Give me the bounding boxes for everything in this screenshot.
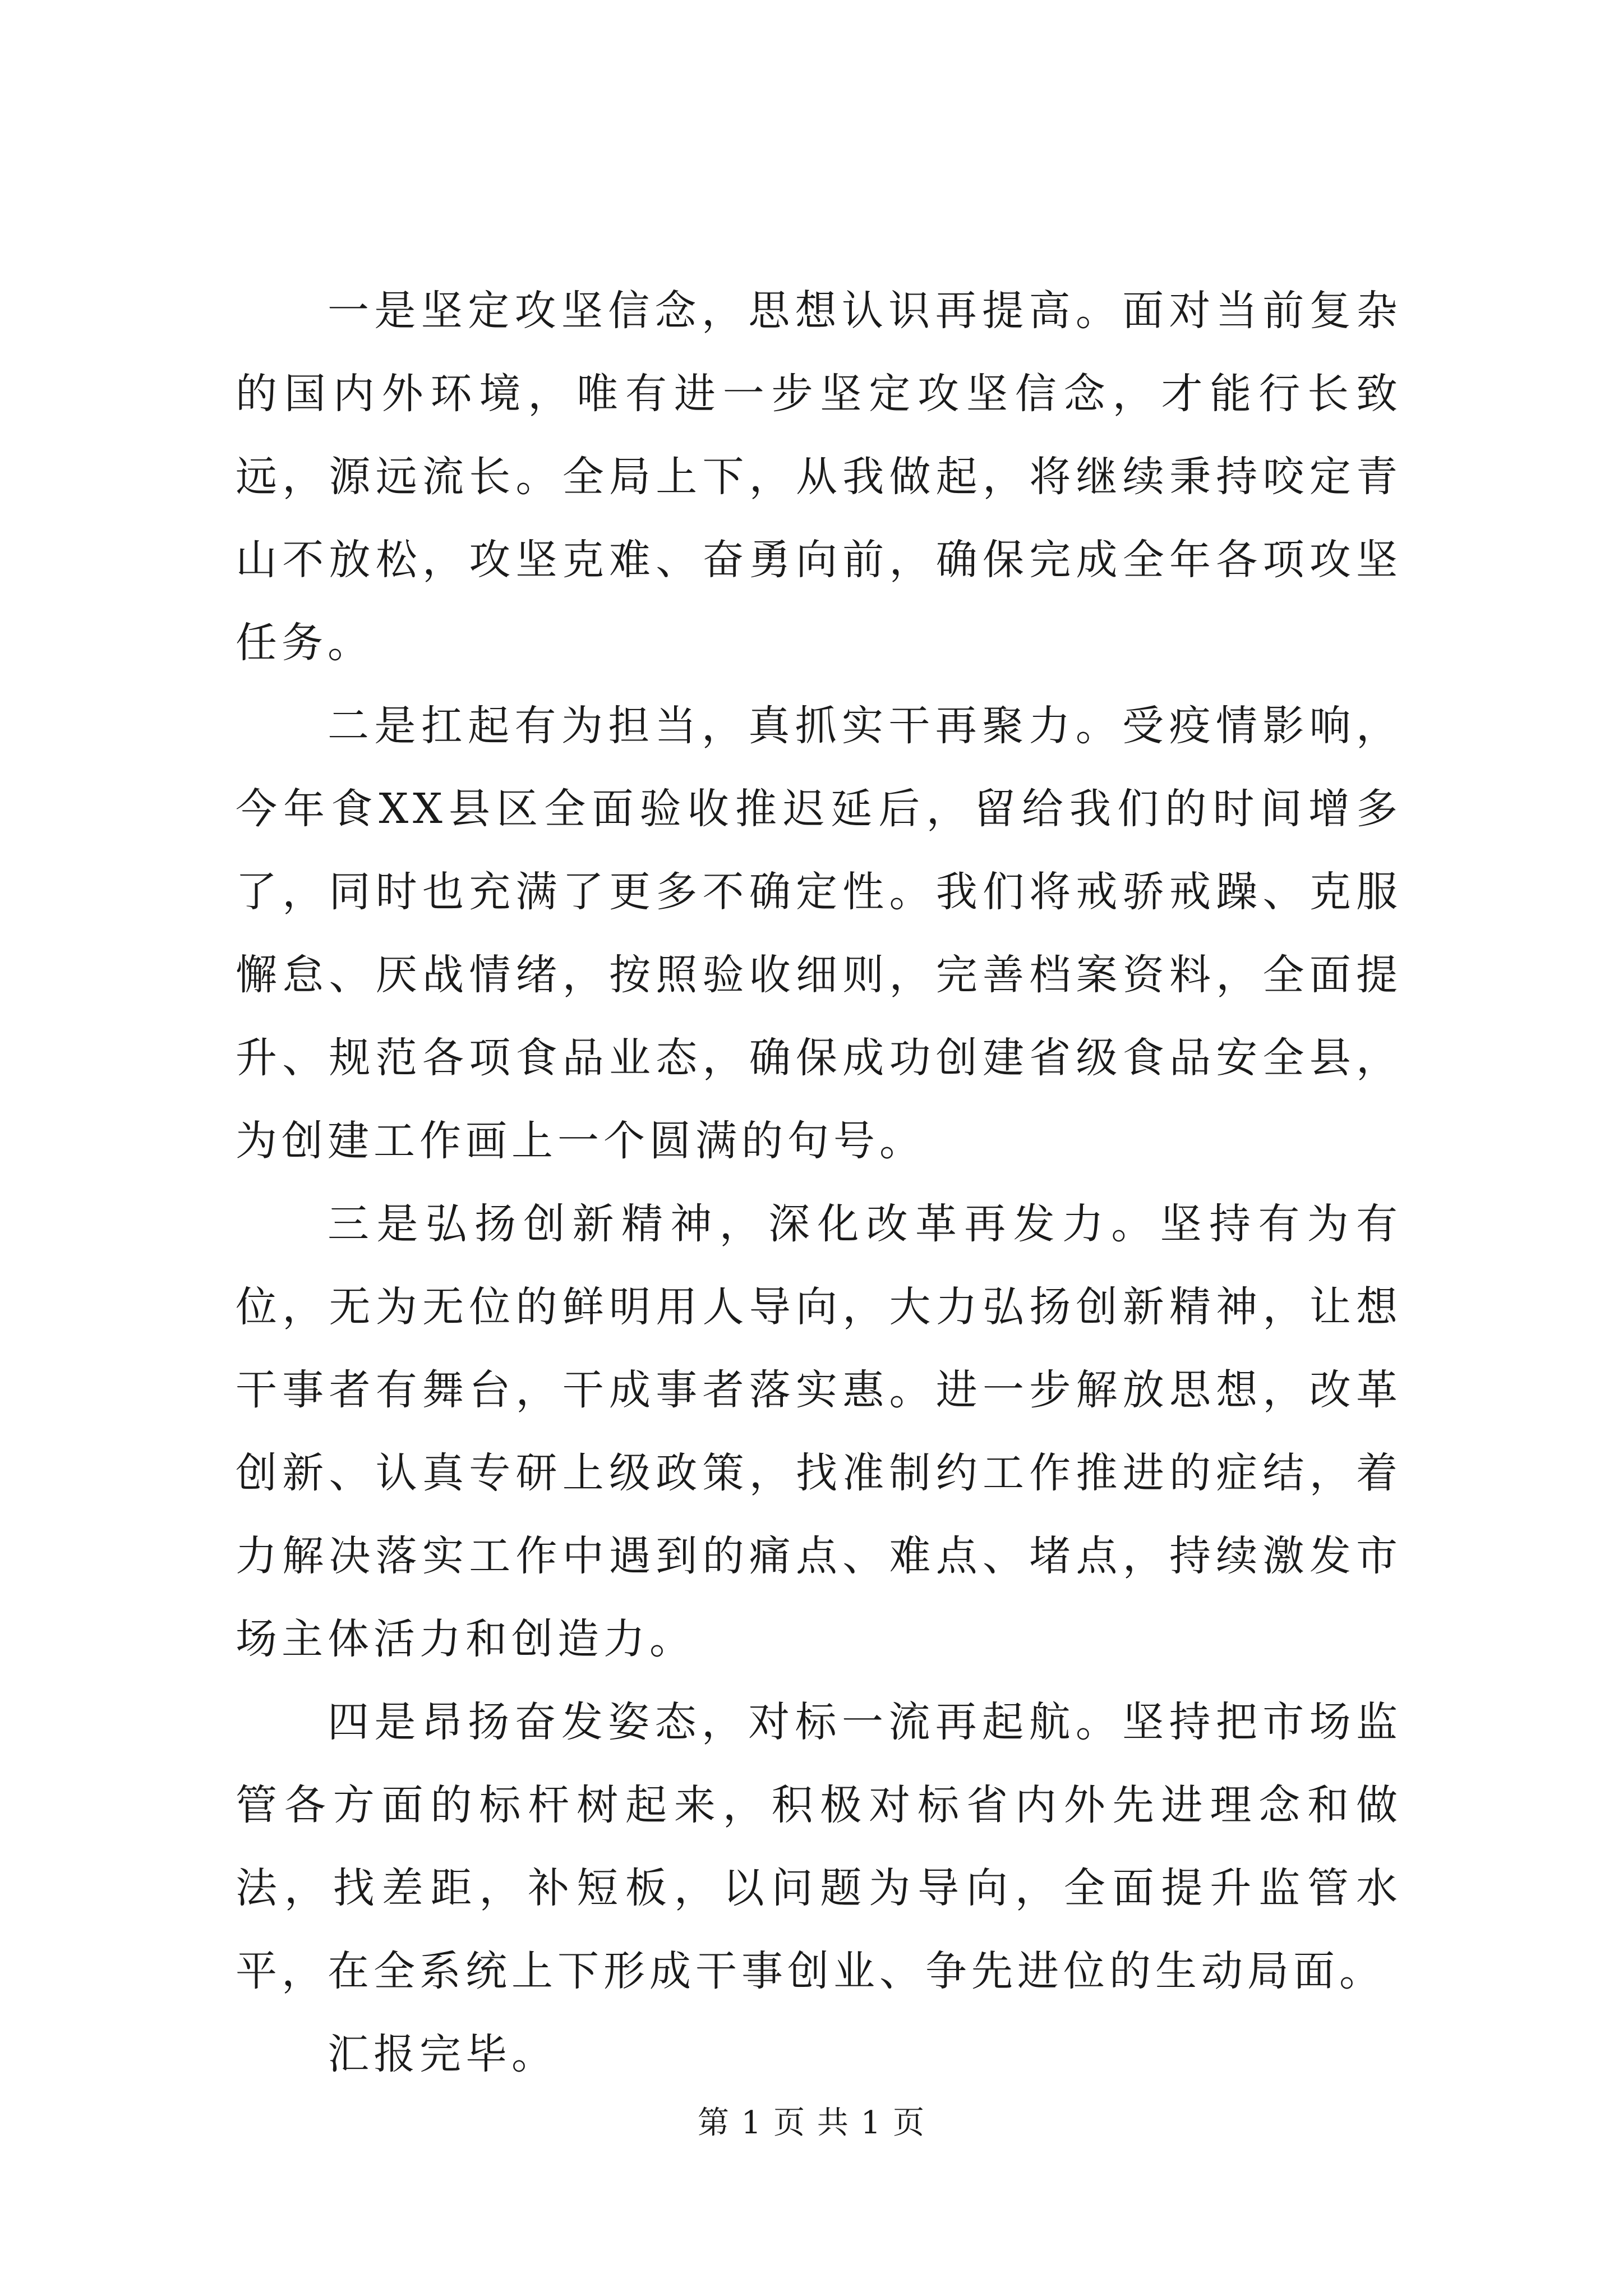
paragraph-3: 三是弘扬创新精神，深化改革再发力。坚持有为有位，无为无位的鲜明用人导向，大力弘扬创新精神，让想干事者有舞台，干成事者落实惠。进一步解放思想，改革创新、认真专研上级政策，找准制约工作推进的症结，着力解决落实工作中遇到的痛点、难点、堵点，持续激发市场主体活力和创造力。 — [236, 1200, 1402, 1663]
page-number-footer: 第 1 页 共 1 页 — [697, 2105, 926, 2141]
document-body — [236, 269, 1402, 2096]
paragraph-2: 二是扛起有为担当，真抓实干再聚力。受疫情影响，今年食XX县区全面验收推迟延后，留给我们的时间增多了，同时也充满了更多不确定性。我们将戒骄戒躁、克服懈怠、厌战情绪，按照验收细则，完善档案资料，全面提升、规范各项食品业态，确保成功创建省级食品安全县，为创建工作画上一个圆满的句号。 — [236, 702, 1402, 1165]
paragraph-4: 四是昂扬奋发姿态，对标一流再起航。坚持把市场监管各方面的标杆树起来，积极对标省内外先进理念和做法，找差距，补短板，以问题为导向，全面提升监管水平，在全系统上下形成干事创业、争先进位的生动局面。 — [236, 1698, 1402, 1995]
paragraph-1: 一是坚定攻坚信念，思想认识再提高。面对当前复杂的国内外环境，唯有进一步坚定攻坚信念，才能行长致远，源远流长。全局上下，从我做起，将继续秉持咬定青山不放松，攻坚克难、奋勇向前，确保完成全年各项攻坚任务。 — [236, 287, 1402, 667]
paragraph-5: 汇报完毕。 — [328, 2030, 557, 2078]
